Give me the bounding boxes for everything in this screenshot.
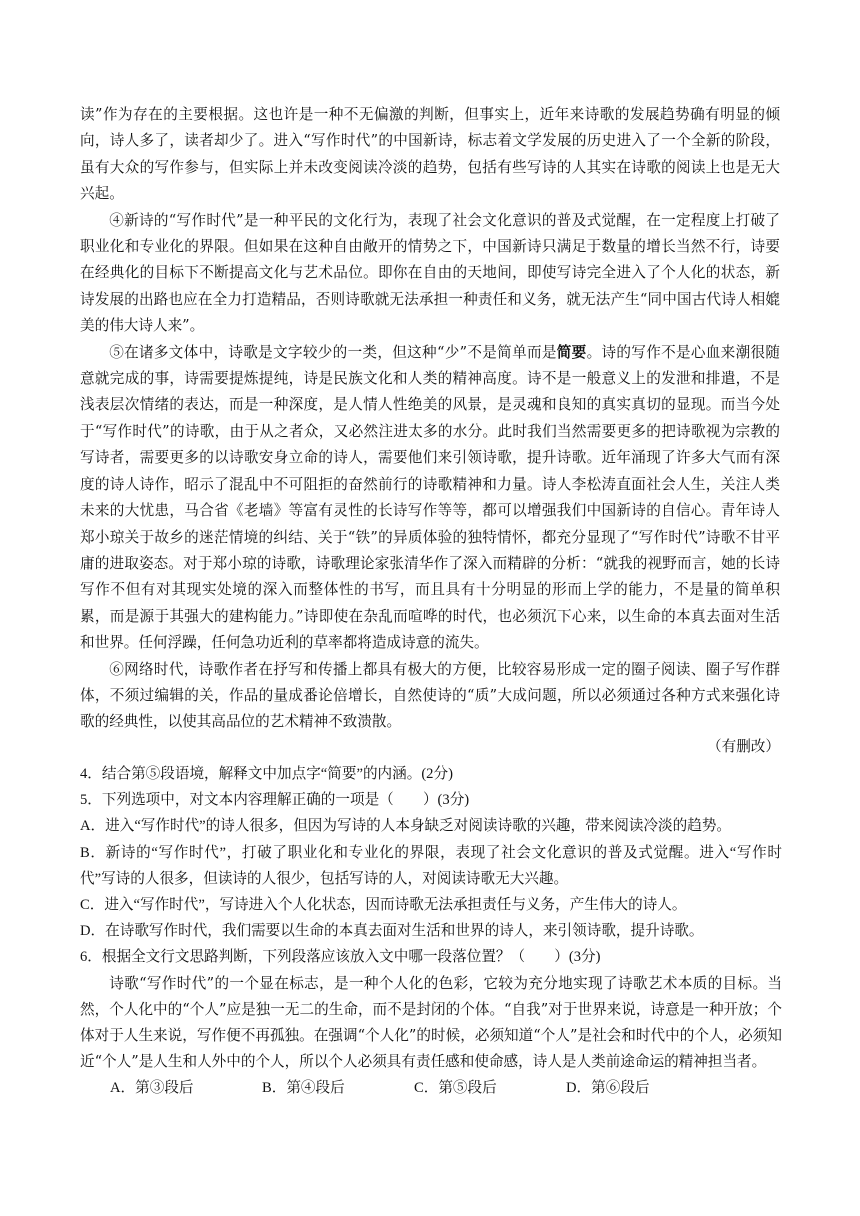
question-5-option-d: D．在诗歌写作时代，我们需要以生命的本真去面对生活和世界的诗人，来引领诗歌，提升诗歌。 bbox=[80, 923, 704, 940]
paragraph-3-tail: 读”作为存在的主要根据。这也许是一种不无偏激的判断，但事实上，近年来诗歌的发展趋势确有明显的倾向，诗人多了，读者却少了。进入“写作时代”的中国新诗，标志着文学发展的历史进入了一个全新的阶段，虽有大众的写作参与，但实际上并未改变阅读冷淡的趋势，包括有些写诗的人其实在诗歌的阅读上也是无大兴起。 bbox=[80, 106, 780, 203]
question-6-option-a: A．第③段后 bbox=[110, 1080, 194, 1097]
question-6: 6．根据全文行文思路判断，下列段落应该放入文中哪一段落位置？（ ）(3分) bbox=[80, 949, 601, 966]
question-6-option-b: B．第④段后 bbox=[262, 1080, 345, 1097]
paragraph-5 bbox=[80, 340, 780, 657]
question-5-option-a: A．进入“写作时代”的诗人很多，但因为写诗的人本身缺乏对阅读诗歌的兴趣，带来阅读冷淡的趋势。 bbox=[80, 818, 732, 835]
question-5: 5．下列选项中，对文本内容理解正确的一项是（ ）(3分) bbox=[80, 792, 470, 809]
questions-section bbox=[80, 761, 782, 1102]
paragraph-4: ④新诗的“写作时代”是一种平民的文化行为，表现了社会文化意识的普及式觉醒，在一定程度上打破了职业化和专业化的界限。但如果在这种自由敞开的情势之下，中国新诗只满足于数量的增长当然不行，诗要在经典化的目标下不断提高文化与艺术品位。即你在自由的天地间，即使写诗完全进入了个人化的状态，新诗发展的出路也应在全力打造精品，否则诗歌就无法承担一种责任和义务，就无法产生“同中国古代诗人相媲美的伟大诗人来”。 bbox=[80, 211, 780, 335]
paragraph-5-text-after: 。诗的写作不是心血来潮很随意就完成的事，诗需要提炼提纯，诗是民族文化和人类的精神高度。诗不是一般意义上的发泄和排遣，不是浅表层次情绪的表达，而是一种深度，是人情人性绝美的风景，是灵魂和良知的真实真切的显现。而当今处于“写作时代”的诗歌，由于从之者众，又必然注进太多的水分。此时我们当然需要更多的把诗歌视为宗教的写诗者，需要更多的以诗歌安身立命的诗人，需要他们来引领诗歌，提升诗歌。近年涌现了许多大气而有深度的诗人诗作，昭示了混乱中不可阻拒的奋然前行的诗歌精神和力量。诗人李松涛直面社会人生，关注人类未来的大忧患，马合省《老墙》等富有灵性的长诗写作等等，都可以增强我们中国新诗的自信心。青年诗人郑小琼关于故乡的迷茫情境的纠结、关于“铁”的异质体验的独特情怀，都充分显现了“写作时代”诗歌不甘平庸的进取姿态。对于郑小琼的诗歌，诗歌理论家张清华作了深入而精辟的分析：“就我的视野而言，她的长诗写作不但有对其现实处境的深入而整体性的书写，而且具有十分明显的形而上学的能力，不是量的简单积累，而是源于其强大的建构能力。”诗即使在杂乱而喧哗的时代，也必须沉下心来，以生命的本真去面对生活和世界。任何浮躁，任何急功近利的草率都将造成诗意的流失。 bbox=[80, 343, 780, 652]
question-6-option-d: D．第⑥段后 bbox=[566, 1080, 650, 1097]
question-5-option-c: C．进入“写作时代”，写诗进入个人化状态，因而诗歌无法承担责任与义务，产生伟大的诗人。 bbox=[80, 897, 687, 914]
paragraph-6: ⑥网络时代，诗歌作者在抒写和传播上都具有极大的方便，比较容易形成一定的圈子阅读、圈子写作群体，不须过编辑的关，作品的量成番论倍增长，自然使诗的“质”大成问题，所以必须通过各种方式来强化诗歌的经典性，以使其高品位的艺术精神不致溃散。 bbox=[80, 660, 780, 731]
question-4: 4．结合第⑤段语境，解释文中加点字“简要”的内涵。(2分) bbox=[80, 766, 453, 782]
reading-passage bbox=[80, 102, 780, 736]
question-6-quoted-paragraph: 诗歌“写作时代”的一个显在标志，是一种个人化的色彩，它较为充分地实现了诗歌艺术本质的目标。当然，个人化中的“个人”应是独一无二的生命，而不是封闭的个体。“自我”对于世界来说，诗意是一种开放；个体对于人生来说，写作便不再孤独。在强调“个人化”的时候，必须知道“个人”是社会和时代中的个人，必须知近“个人”是人生和人外中的个人，所以个人必须具有责任感和使命感，诗人是人类前途命运的精神担当者。 bbox=[80, 974, 782, 1071]
question-6-option-c: C．第⑤段后 bbox=[414, 1080, 497, 1097]
question-5-option-b: B．新诗的“写作时代”，打破了职业化和专业化的界限，表现了社会文化意识的普及式觉醒。进入“写作时代”写诗的人很多，但读诗的人很少，包括写诗的人，对阅读诗歌无大兴趣。 bbox=[80, 844, 782, 887]
question-6-choices bbox=[80, 1075, 782, 1101]
paragraph-5-text-before: ⑤在诸多文体中，诗歌是文字较少的一类，但这种“少”不是简单而是 bbox=[109, 343, 557, 361]
emphasized-word: 简要 bbox=[556, 343, 587, 361]
source-note: （有删改） bbox=[707, 738, 780, 755]
